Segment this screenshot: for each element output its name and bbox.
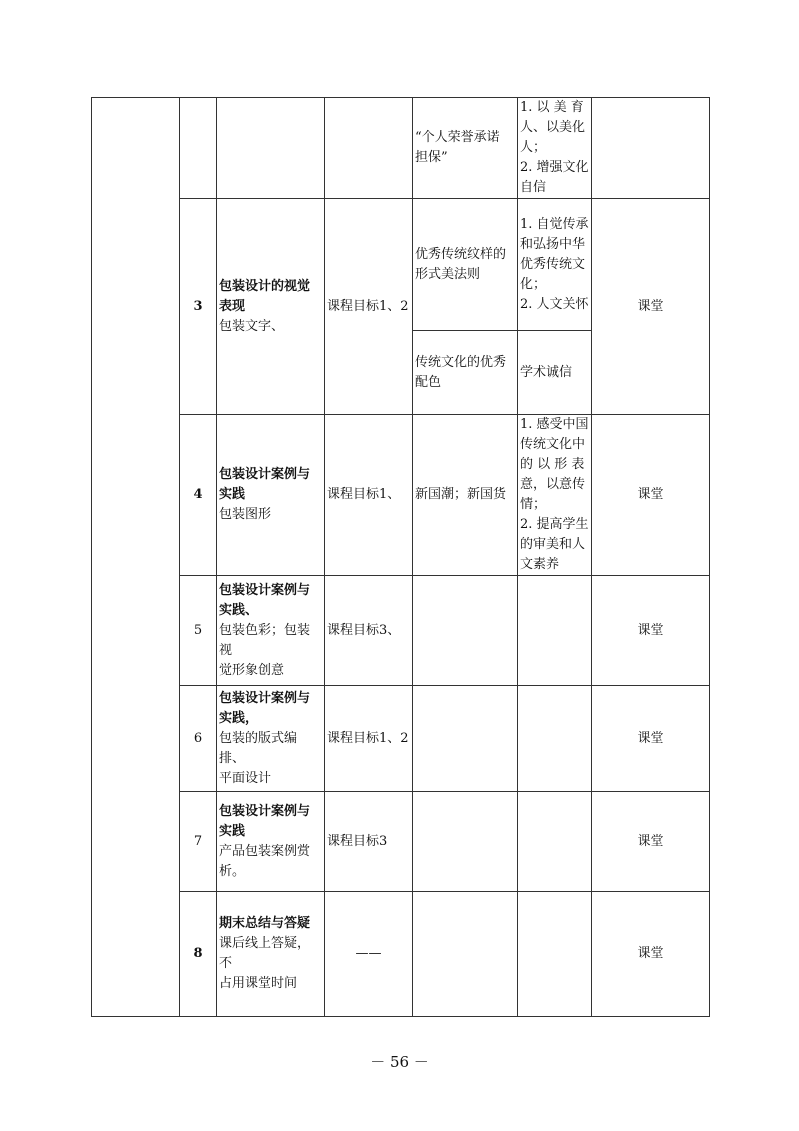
curriculum-table [91, 97, 710, 1017]
education-aim [518, 686, 592, 792]
lesson-topic [217, 98, 325, 199]
lesson-topic [217, 892, 325, 1017]
lesson-topic [217, 199, 325, 415]
lesson-number: 3 [180, 199, 217, 415]
course-goal: 课程目标1、2 [325, 686, 413, 792]
table-row [92, 792, 710, 892]
teaching-method [592, 98, 710, 199]
education-aim [518, 892, 592, 1017]
lesson-topic [217, 576, 325, 686]
course-goal: 课程目标1、 [325, 415, 413, 576]
table-row [92, 199, 710, 331]
lesson-desc: 包装的版式编排、 平面设计 [219, 730, 298, 786]
lesson-title: 包装设计案例与 实践， [219, 690, 311, 726]
teaching-method: 课堂 [592, 576, 710, 686]
lesson-desc: 产品包装案例赏 析。 [219, 843, 311, 879]
lesson-topic [217, 686, 325, 792]
lesson-desc: 包装图形 [219, 507, 272, 522]
ideological-element: “个人荣誉承诺 担保” [413, 98, 518, 199]
lesson-topic [217, 415, 325, 576]
teaching-method: 课堂 [592, 415, 710, 576]
ideological-element [413, 576, 518, 686]
lesson-number: 8 [180, 892, 217, 1017]
teaching-method: 课堂 [592, 792, 710, 892]
lesson-number: 4 [180, 415, 217, 576]
ideological-element: 传统文化的优秀 配色 [413, 331, 518, 415]
ideological-element [413, 892, 518, 1017]
ideological-element [413, 686, 518, 792]
lesson-number [180, 98, 217, 199]
lesson-topic [217, 792, 325, 892]
lesson-title: 包装设计的视觉 表现 [219, 278, 311, 314]
category-cell [92, 98, 180, 1017]
table-row [92, 686, 710, 792]
education-aim [518, 792, 592, 892]
lesson-title: 包装设计案例与 实践 [219, 803, 311, 839]
course-goal [325, 98, 413, 199]
ideological-element: 新国潮；新国货 [413, 415, 518, 576]
lesson-number: 7 [180, 792, 217, 892]
lesson-desc: 课后线上答疑，不 占用课堂时间 [219, 936, 311, 991]
education-aim: 1. 以 美 育 人、以美化 人； 2. 增强文化 自信 [518, 98, 592, 199]
lesson-title: 包装设计案例与 实践、 [219, 582, 311, 618]
table-row [92, 98, 710, 199]
ideological-element [413, 792, 518, 892]
course-goal: 课程目标3、 [325, 576, 413, 686]
lesson-title: 期末总结与答疑 [219, 916, 311, 931]
teaching-method: 课堂 [592, 686, 710, 792]
education-aim: 1. 感受中国 传统文化中 的 以 形 表 意，以意传 情； 2. 提高学生 的审美和人 文素养 [518, 415, 592, 576]
lesson-number: 5 [180, 576, 217, 686]
lesson-desc: 包装文字、 [219, 318, 285, 334]
education-aim: 1. 自觉传承 和弘扬中华 优秀传统文 化； 2. 人文关怀 [518, 199, 592, 331]
lesson-number: 6 [180, 686, 217, 792]
course-goal: 课程目标3 [325, 792, 413, 892]
lesson-desc: 包装色彩；包装视 觉形象创意 [219, 622, 311, 678]
teaching-method: 课堂 [592, 892, 710, 1017]
course-goal: —— [325, 892, 413, 1017]
ideological-element: 优秀传统纹样的 形式美法则 [413, 199, 518, 331]
table-row [92, 415, 710, 576]
education-aim: 学术诚信 [518, 331, 592, 415]
table-row [92, 576, 710, 686]
course-goal: 课程目标1、2 [325, 199, 413, 415]
table-row [92, 892, 710, 1017]
page-number: － 56 － [370, 1053, 429, 1071]
lesson-title: 包装设计案例与 实践 [219, 467, 311, 502]
education-aim [518, 576, 592, 686]
teaching-method: 课堂 [592, 199, 710, 415]
